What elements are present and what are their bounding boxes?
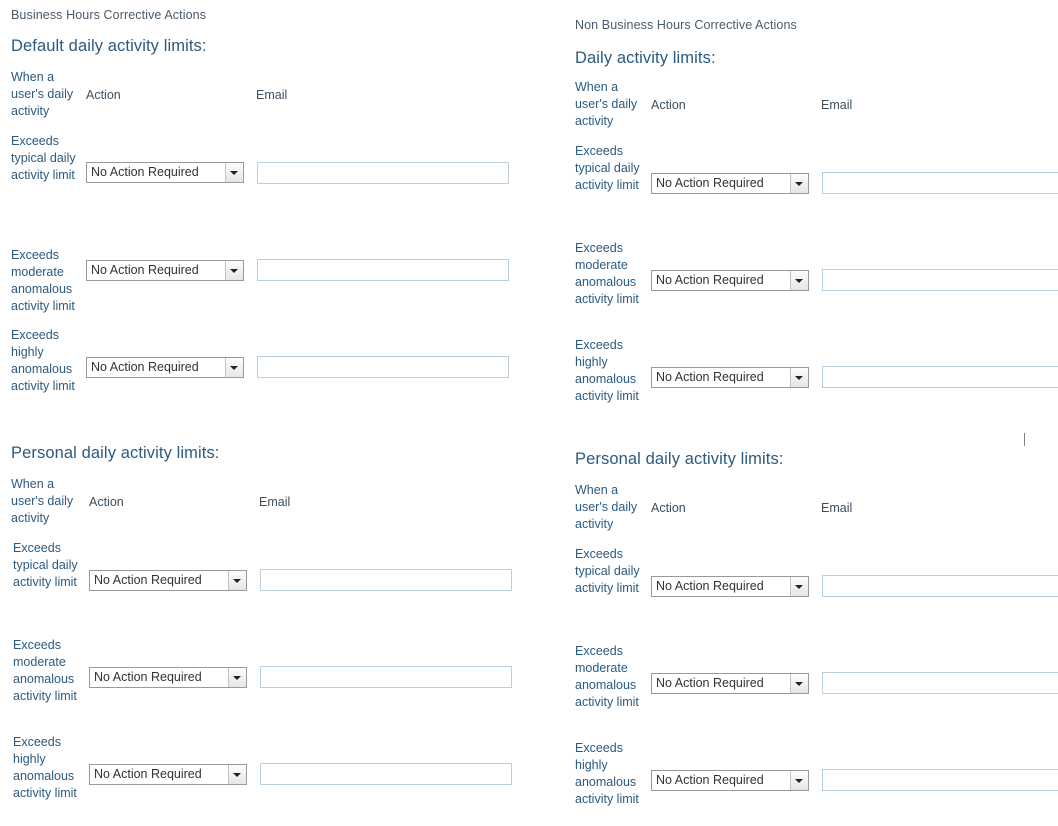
column-header-when: When a user's daily activity bbox=[11, 70, 74, 118]
row-label-exceeds-typical: Exceeds typical daily activity limit bbox=[575, 144, 640, 192]
action-select-personal-typical[interactable] bbox=[89, 570, 247, 591]
section-title-personal-daily-limits: Personal daily activity limits: bbox=[11, 444, 220, 462]
section-title-default-daily-limits: Default daily activity limits: bbox=[11, 37, 207, 55]
email-input-nb-personal-highly[interactable] bbox=[822, 769, 1058, 791]
email-input-default-highly[interactable] bbox=[257, 356, 509, 378]
email-input-personal-typical[interactable] bbox=[260, 569, 512, 591]
row-label-exceeds-typical: Exceeds typical daily activity limit bbox=[575, 547, 640, 595]
select-wrap bbox=[89, 764, 247, 785]
section-title-daily-limits: Daily activity limits: bbox=[575, 49, 716, 67]
action-select-nb-personal-highly[interactable] bbox=[651, 770, 809, 791]
column-header-when: When a user's daily activity bbox=[575, 483, 638, 531]
row-label-exceeds-highly: Exceeds highly anomalous activity limit bbox=[13, 735, 77, 800]
action-select-nb-daily-highly[interactable] bbox=[651, 367, 809, 388]
email-input-nb-daily-highly[interactable] bbox=[822, 366, 1058, 388]
select-wrap bbox=[86, 260, 244, 281]
column-header-action: Action bbox=[86, 88, 121, 102]
non-business-hours-panel bbox=[563, 0, 1058, 826]
action-select-nb-personal-typical[interactable] bbox=[651, 576, 809, 597]
select-wrap bbox=[651, 770, 809, 791]
select-wrap bbox=[89, 570, 247, 591]
column-header-email: Email bbox=[256, 88, 288, 102]
select-wrap bbox=[651, 576, 809, 597]
select-wrap bbox=[651, 270, 809, 291]
select-wrap bbox=[89, 667, 247, 688]
row-label-exceeds-moderate: Exceeds moderate anomalous activity limit bbox=[11, 248, 75, 313]
action-select-personal-moderate[interactable] bbox=[89, 667, 247, 688]
action-select-nb-daily-moderate[interactable] bbox=[651, 270, 809, 291]
row-label-exceeds-moderate: Exceeds moderate anomalous activity limit bbox=[575, 241, 639, 306]
select-wrap bbox=[651, 173, 809, 194]
column-header-action: Action bbox=[89, 495, 124, 509]
panel-title-non-business-hours: Non Business Hours Corrective Actions bbox=[575, 18, 797, 32]
row-label-exceeds-moderate: Exceeds moderate anomalous activity limit bbox=[575, 644, 639, 709]
section-title-personal-daily-limits: Personal daily activity limits: bbox=[575, 450, 784, 468]
action-select-default-typical[interactable] bbox=[86, 162, 244, 183]
action-select-nb-daily-typical[interactable] bbox=[651, 173, 809, 194]
email-input-default-moderate[interactable] bbox=[257, 259, 509, 281]
action-select-personal-highly[interactable] bbox=[89, 764, 247, 785]
action-select-nb-personal-moderate[interactable] bbox=[651, 673, 809, 694]
select-wrap bbox=[651, 367, 809, 388]
row-label-exceeds-highly: Exceeds highly anomalous activity limit bbox=[575, 741, 639, 806]
text-caret bbox=[1024, 433, 1025, 446]
select-wrap bbox=[651, 673, 809, 694]
email-input-nb-daily-typical[interactable] bbox=[822, 172, 1058, 194]
email-input-personal-moderate[interactable] bbox=[260, 666, 512, 688]
column-header-when: When a user's daily activity bbox=[575, 80, 638, 128]
column-header-email: Email bbox=[259, 495, 291, 509]
column-header-email: Email bbox=[821, 501, 853, 515]
panel-title-business-hours: Business Hours Corrective Actions bbox=[11, 8, 207, 22]
column-header-email: Email bbox=[821, 98, 853, 112]
row-label-exceeds-typical: Exceeds typical daily activity limit bbox=[11, 134, 76, 182]
action-select-default-moderate[interactable] bbox=[86, 260, 244, 281]
email-input-default-typical[interactable] bbox=[257, 162, 509, 184]
email-input-nb-personal-typical[interactable] bbox=[822, 575, 1058, 597]
row-label-exceeds-highly: Exceeds highly anomalous activity limit bbox=[11, 328, 75, 393]
select-wrap bbox=[86, 357, 244, 378]
row-label-exceeds-typical: Exceeds typical daily activity limit bbox=[13, 541, 78, 589]
column-header-action: Action bbox=[651, 501, 686, 515]
row-label-exceeds-moderate: Exceeds moderate anomalous activity limit bbox=[13, 638, 77, 703]
action-select-default-highly[interactable] bbox=[86, 357, 244, 378]
column-header-when: When a user's daily activity bbox=[11, 477, 74, 525]
column-header-action: Action bbox=[651, 98, 686, 112]
email-input-nb-daily-moderate[interactable] bbox=[822, 269, 1058, 291]
select-wrap bbox=[86, 162, 244, 183]
email-input-nb-personal-moderate[interactable] bbox=[822, 672, 1058, 694]
row-label-exceeds-highly: Exceeds highly anomalous activity limit bbox=[575, 338, 639, 403]
email-input-personal-highly[interactable] bbox=[260, 763, 512, 785]
